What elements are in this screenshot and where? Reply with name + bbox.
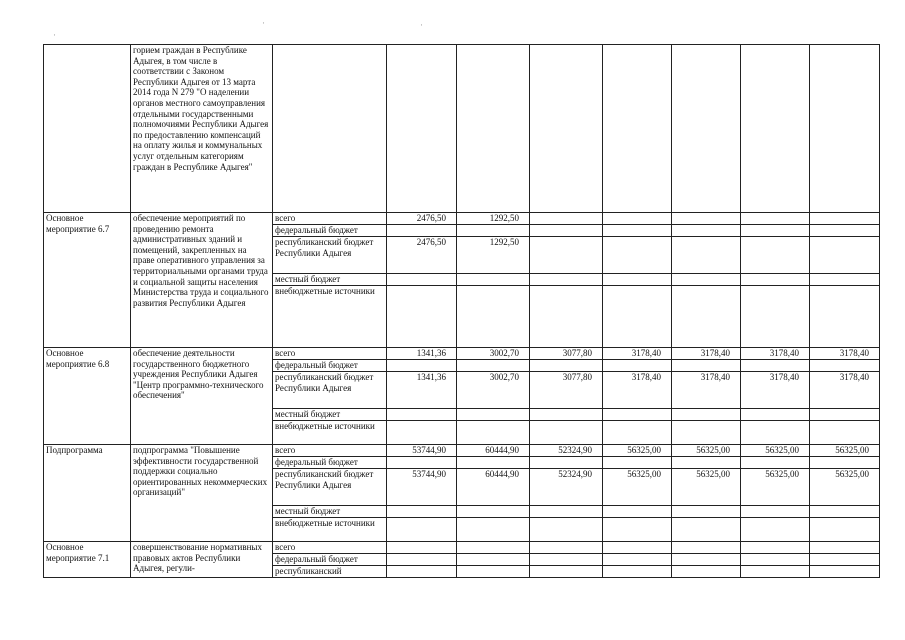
activity-name-cell: Основное мероприятие 6.8	[44, 348, 131, 445]
amount-cell: 52324,90	[530, 469, 603, 506]
funding-source-cell: федеральный бюджет	[273, 554, 387, 566]
amount-cell	[603, 554, 672, 566]
amount-cell	[741, 457, 810, 469]
funding-source-cell: республиканский бюджет Республики Адыгея	[273, 237, 387, 274]
table-body	[44, 45, 880, 578]
amount-cell	[672, 45, 741, 213]
amount-cell	[457, 506, 530, 518]
amount-cell	[672, 554, 741, 566]
amount-cell	[603, 237, 672, 274]
amount-cell	[530, 286, 603, 348]
amount-cell	[810, 566, 880, 578]
amount-cell: 3077,80	[530, 348, 603, 360]
amount-cell	[457, 409, 530, 421]
amount-cell: 3077,80	[530, 372, 603, 409]
funding-source-cell: внебюджетные источники	[273, 518, 387, 542]
amount-cell	[530, 409, 603, 421]
scan-mark: ·	[262, 18, 265, 28]
amount-cell	[810, 506, 880, 518]
amount-cell	[672, 225, 741, 237]
amount-cell	[741, 213, 810, 225]
amount-cell	[741, 237, 810, 274]
amount-cell	[387, 360, 457, 372]
amount-cell	[530, 566, 603, 578]
amount-cell: 56325,00	[741, 469, 810, 506]
amount-cell	[387, 457, 457, 469]
funding-source-cell: внебюджетные источники	[273, 286, 387, 348]
amount-cell	[387, 274, 457, 286]
funding-source-cell: всего	[273, 542, 387, 554]
amount-cell	[457, 421, 530, 445]
amount-cell	[530, 237, 603, 274]
amount-cell	[741, 554, 810, 566]
amount-cell: 3178,40	[672, 372, 741, 409]
funding-source-cell: республиканский бюджет Республики Адыгея	[273, 372, 387, 409]
amount-cell	[810, 457, 880, 469]
amount-cell: 60444,90	[457, 469, 530, 506]
activity-description-cell: обеспечение мероприятий по проведению ремонта административных зданий и помещений, закрепленных на праве оперативного управления за территориальными органами труда и социальной защиты населения Министерства труда и социального развития Республики Адыгея	[131, 213, 273, 348]
amount-cell	[530, 213, 603, 225]
amount-cell	[741, 286, 810, 348]
amount-cell: 52324,90	[530, 445, 603, 457]
amount-cell	[672, 506, 741, 518]
amount-cell	[741, 409, 810, 421]
activity-description-cell: совершенствование нормативных правовых актов Республики Адыгея, регули-	[131, 542, 273, 578]
amount-cell	[603, 566, 672, 578]
amount-cell	[810, 542, 880, 554]
amount-cell	[741, 360, 810, 372]
activity-description-cell: горием граждан в Республике Адыгея, в том числе в соответствии с Законом Республики Адыгея от 13 марта 2014 года N 279 "О наделении органов местного самоуправления отдельными государственными полномочиями Республики Адыгея по предоставлению компенсаций на оплату жилья и коммунальных услуг отдельным категориям граждан в Республике Адыгея"	[131, 45, 273, 213]
amount-cell	[603, 286, 672, 348]
funding-source-cell: местный бюджет	[273, 274, 387, 286]
amount-cell: 3002,70	[457, 372, 530, 409]
amount-cell	[530, 506, 603, 518]
amount-cell	[672, 360, 741, 372]
amount-cell	[672, 213, 741, 225]
funding-source-cell: местный бюджет	[273, 409, 387, 421]
amount-cell	[387, 421, 457, 445]
amount-cell	[603, 457, 672, 469]
amount-cell	[810, 360, 880, 372]
amount-cell	[741, 421, 810, 445]
amount-cell	[457, 225, 530, 237]
amount-cell	[672, 409, 741, 421]
amount-cell: 3178,40	[810, 372, 880, 409]
amount-cell	[603, 409, 672, 421]
amount-cell	[387, 518, 457, 542]
funding-source-cell: республиканский	[273, 566, 387, 578]
amount-cell	[810, 274, 880, 286]
amount-cell	[741, 542, 810, 554]
amount-cell	[530, 518, 603, 542]
amount-cell: 2476,50	[387, 213, 457, 225]
amount-cell	[457, 360, 530, 372]
funding-source-cell	[273, 45, 387, 213]
amount-cell: 56325,00	[810, 445, 880, 457]
amount-cell: 3178,40	[672, 348, 741, 360]
amount-cell: 56325,00	[810, 469, 880, 506]
amount-cell: 56325,00	[603, 469, 672, 506]
activity-name-cell: Основное мероприятие 7.1	[44, 542, 131, 578]
amount-cell	[603, 274, 672, 286]
amount-cell	[672, 518, 741, 542]
amount-cell	[387, 566, 457, 578]
amount-cell	[387, 225, 457, 237]
budget-table	[43, 44, 880, 578]
funding-source-cell: внебюджетные источники	[273, 421, 387, 445]
amount-cell	[672, 237, 741, 274]
amount-cell	[810, 518, 880, 542]
amount-cell	[741, 274, 810, 286]
table-row	[44, 45, 880, 213]
amount-cell	[810, 409, 880, 421]
amount-cell	[387, 506, 457, 518]
amount-cell	[603, 506, 672, 518]
amount-cell: 1341,36	[387, 372, 457, 409]
amount-cell: 56325,00	[603, 445, 672, 457]
funding-source-cell: федеральный бюджет	[273, 457, 387, 469]
amount-cell: 2476,50	[387, 237, 457, 274]
amount-cell: 56325,00	[672, 469, 741, 506]
amount-cell: 1292,50	[457, 213, 530, 225]
amount-cell	[741, 506, 810, 518]
amount-cell: 3178,40	[603, 348, 672, 360]
amount-cell: 3178,40	[741, 348, 810, 360]
amount-cell	[387, 554, 457, 566]
funding-source-cell: всего	[273, 348, 387, 360]
amount-cell	[741, 225, 810, 237]
amount-cell	[457, 518, 530, 542]
amount-cell	[672, 421, 741, 445]
table-row	[44, 542, 880, 554]
amount-cell	[810, 554, 880, 566]
amount-cell	[530, 225, 603, 237]
amount-cell	[810, 286, 880, 348]
amount-cell	[810, 45, 880, 213]
amount-cell	[387, 45, 457, 213]
amount-cell	[672, 542, 741, 554]
amount-cell: 56325,00	[672, 445, 741, 457]
funding-source-cell: всего	[273, 445, 387, 457]
amount-cell: 1341,36	[387, 348, 457, 360]
amount-cell	[810, 213, 880, 225]
amount-cell: 3002,70	[457, 348, 530, 360]
table-row	[44, 445, 880, 457]
amount-cell: 53744,90	[387, 445, 457, 457]
amount-cell: 60444,90	[457, 445, 530, 457]
amount-cell: 3178,40	[810, 348, 880, 360]
funding-source-cell: местный бюджет	[273, 506, 387, 518]
funding-source-cell: федеральный бюджет	[273, 225, 387, 237]
activity-name-cell: Подпрограмма	[44, 445, 131, 542]
amount-cell	[530, 542, 603, 554]
amount-cell	[457, 554, 530, 566]
amount-cell	[457, 542, 530, 554]
table-row	[44, 213, 880, 225]
amount-cell	[741, 566, 810, 578]
activity-name-cell: Основное мероприятие 6.7	[44, 213, 131, 348]
scan-mark: ·	[420, 20, 423, 30]
amount-cell	[741, 518, 810, 542]
amount-cell	[387, 409, 457, 421]
amount-cell	[530, 274, 603, 286]
amount-cell	[530, 554, 603, 566]
amount-cell: 1292,50	[457, 237, 530, 274]
activity-description-cell: подпрограмма "Повышение эффективности государственной поддержки социально ориентированных некоммерческих организаций"	[131, 445, 273, 542]
amount-cell	[603, 542, 672, 554]
amount-cell	[387, 286, 457, 348]
amount-cell	[457, 286, 530, 348]
amount-cell	[603, 213, 672, 225]
activity-description-cell: обеспечение деятельности государственного бюджетного учреждения Республики Адыгея "Центр программно-технического обеспечения"	[131, 348, 273, 445]
amount-cell	[603, 225, 672, 237]
amount-cell	[457, 566, 530, 578]
funding-source-cell: всего	[273, 213, 387, 225]
funding-source-cell: республиканский бюджет Республики Адыгея	[273, 469, 387, 506]
scan-mark: ·	[53, 30, 56, 40]
amount-cell	[530, 360, 603, 372]
amount-cell	[603, 360, 672, 372]
amount-cell: 56325,00	[741, 445, 810, 457]
amount-cell	[530, 45, 603, 213]
table-row	[44, 348, 880, 360]
amount-cell	[457, 457, 530, 469]
funding-source-cell: федеральный бюджет	[273, 360, 387, 372]
activity-name-cell	[44, 45, 131, 213]
amount-cell	[672, 457, 741, 469]
amount-cell: 53744,90	[387, 469, 457, 506]
amount-cell	[457, 45, 530, 213]
amount-cell: 3178,40	[741, 372, 810, 409]
amount-cell	[741, 45, 810, 213]
amount-cell	[810, 225, 880, 237]
amount-cell	[672, 566, 741, 578]
amount-cell	[387, 542, 457, 554]
amount-cell	[810, 237, 880, 274]
amount-cell	[457, 274, 530, 286]
amount-cell	[810, 421, 880, 445]
amount-cell	[603, 45, 672, 213]
amount-cell	[530, 421, 603, 445]
amount-cell	[672, 274, 741, 286]
amount-cell	[530, 457, 603, 469]
amount-cell	[603, 421, 672, 445]
amount-cell	[603, 518, 672, 542]
amount-cell	[672, 286, 741, 348]
amount-cell: 3178,40	[603, 372, 672, 409]
